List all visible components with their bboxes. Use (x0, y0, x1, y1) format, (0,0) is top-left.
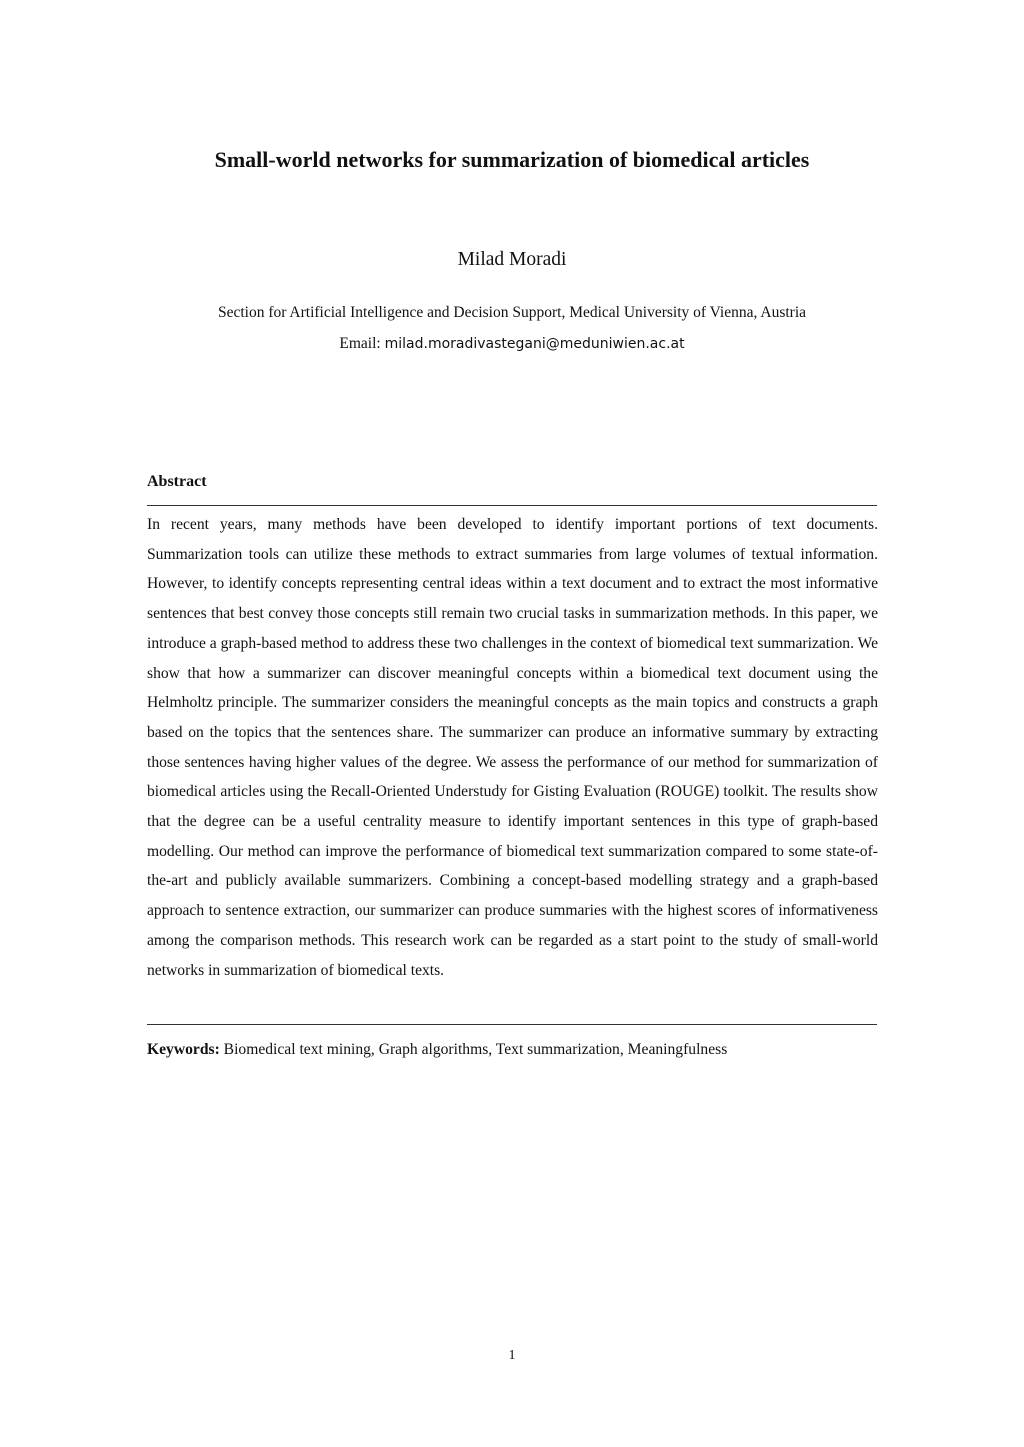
keywords-label: Keywords: (147, 1041, 220, 1058)
email-address: milad.moradivastegani@meduniwien.ac.at (384, 336, 685, 352)
abstract-bottom-divider (147, 1024, 877, 1025)
keywords-line (147, 1039, 878, 1061)
paper-title: Small-world networks for summarization of biomedical articles (214, 147, 810, 172)
author-email-line (0, 333, 1024, 355)
page-number: 1 (508, 1348, 516, 1363)
keywords-list: Biomedical text mining, Graph algorithms, Text summarization, Meaningfulness (223, 1041, 728, 1058)
email-label: Email: (339, 335, 381, 352)
author-affiliation: Section for Artificial Intelligence and Decision Support, Medical University of Vienna, Austria (217, 304, 807, 321)
author-name: Milad Moradi (457, 249, 567, 270)
abstract-text: In recent years, many methods have been developed to identify important portions of text documents. Summarization tools can utilize these methods to extract summaries from large volumes of textual information. However, to identify concepts representing central ideas within a text document and to extract the most informative sentences that best convey those concepts still remain two crucial tasks in summarization methods. In this paper, we introduce a graph-based method to address these two challenges in the context of biomedical text summarization. We show that how a summarizer can discover meaningful concepts within a biomedical text document using the Helmholtz principle. The summarizer considers the meaningful concepts as the main topics and constructs a graph based on the topics that the sentences share. The summarizer can produce an informative summary by extracting those sentences having higher values of the degree. We assess the performance of our method for summarization of biomedical articles using the Recall-Oriented Understudy for Gisting Evaluation (ROUGE) toolkit. The results show that the degree can be a useful centrality measure to identify important sentences in this type of graph-based modelling. Our method can improve the performance of biomedical text summarization compared to some state-of-the-art and publicly available summarizers. Combining a concept-based modelling strategy and a graph-based approach to sentence extraction, our summarizer can produce summaries with the highest scores of informativeness among the comparison methods. This research work can be regarded as a start point to the study of small-world networks in summarization of biomedical texts. (147, 516, 878, 979)
abstract-heading: Abstract (147, 473, 207, 490)
abstract-top-divider (147, 505, 877, 506)
